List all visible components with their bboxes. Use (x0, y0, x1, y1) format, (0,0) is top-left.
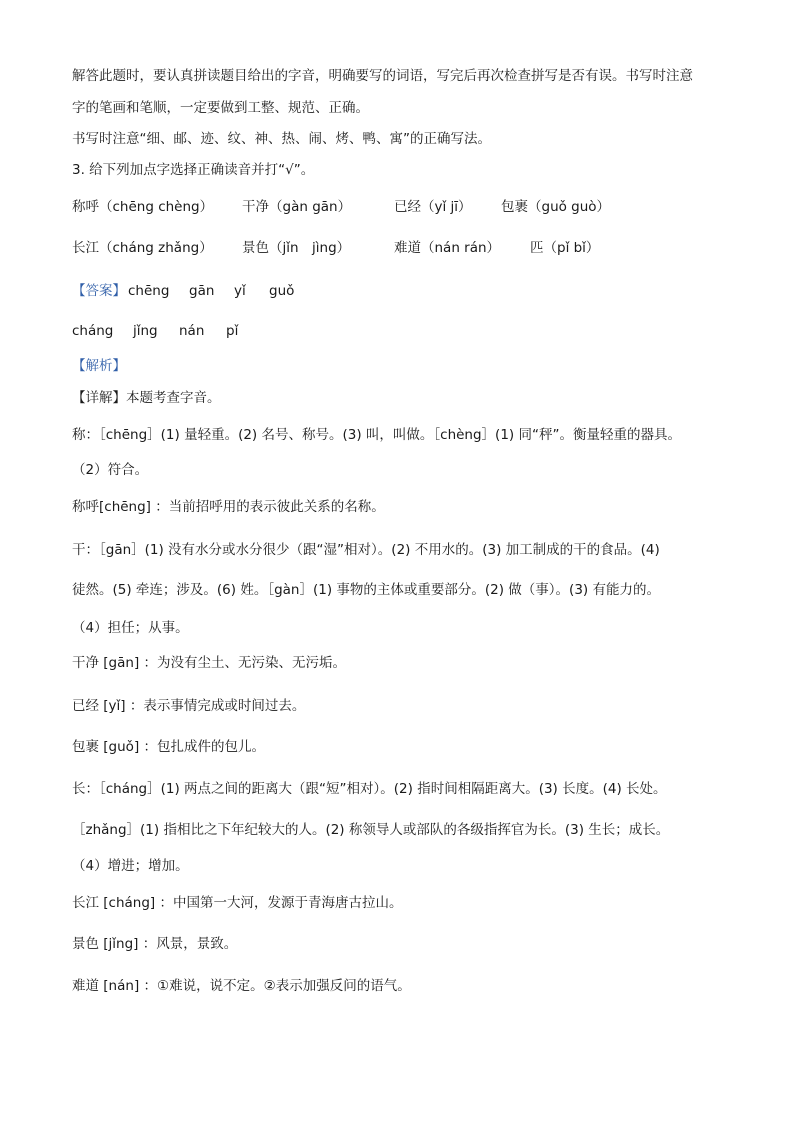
answer-2-3: nán (179, 323, 205, 339)
analysis-line-14: 景色 [jǐng] ：风景，景致。 (72, 936, 238, 952)
answer-1-4: guǒ (269, 283, 295, 299)
analysis-line-8: 已经 [yǐ] ：表示事情完成或时间过去。 (72, 698, 306, 714)
analysis-line-11: ［zhǎng］(1) 指相比之下年纪较大的人。(2) 称领导人或部队的各级指挥官为长。(3) 生长；成长。 (72, 822, 670, 838)
analysis-line-13: 长江 [cháng] ：中国第一大河，发源于青海唐古拉山。 (72, 895, 403, 911)
detail-text: 本题考查字音。 (126, 390, 221, 406)
option-2-3: 难道（nán rán） (394, 240, 501, 256)
detail-label: 【详解】 (72, 390, 126, 406)
answer-2-1: cháng (72, 323, 114, 339)
option-1-2: 干净（gàn gān） (242, 199, 352, 215)
option-1-1: 称呼（chēng chèng） (72, 199, 214, 215)
analysis-line-1: 称：［chēng］(1) 量轻重。(2) 名号、称号。(3) 叫，叫做。［chèng］(1) 同“秤”。衡量轻重的器具。 (72, 427, 681, 443)
analysis-line-9: 包裹 [guǒ] ：包扎成件的包儿。 (72, 739, 266, 755)
intro-line-2: 字的笔画和笔顺，一定要做到工整、规范、正确。 (72, 100, 369, 116)
question-title: 3. 给下列加点字选择正确读音并打“√”。 (72, 162, 315, 178)
answer-1-2: gān (189, 283, 215, 299)
answer-1-1: chēng (128, 283, 170, 299)
analysis-line-15: 难道 [nán] ：①难说，说不定。②表示加强反问的语气。 (72, 978, 411, 994)
analysis-line-2: （2）符合。 (72, 462, 149, 478)
option-1-3: 已经（yǐ jī） (394, 199, 472, 215)
answer-label: 【答案】 (72, 283, 126, 299)
analysis-line-6: （4）担任；从事。 (72, 620, 189, 636)
analysis-line-10: 长：［cháng］(1) 两点之间的距离大（跟“短”相对）。(2) 指时间相隔距离大。(3) 长度。(4) 长处。 (72, 781, 667, 797)
analysis-line-5: 徒然。(5) 牵连；涉及。(6) 姓。［gàn］(1) 事物的主体或重要部分。(2) 做（事）。(3) 有能力的。 (72, 582, 660, 598)
intro-line-1: 解答此题时，要认真拼读题目给出的字音，明确要写的词语，写完后再次检查拼写是否有误。书写时注意 (72, 68, 693, 84)
option-2-4: 匹（pǐ bǐ） (530, 240, 600, 256)
option-2-2: 景色（jǐn jìng） (242, 240, 351, 256)
analysis-line-3: 称呼[chēng] ：当前招呼用的表示彼此关系的名称。 (72, 499, 385, 515)
answer-2-4: pǐ (226, 323, 239, 339)
analysis-label: 【解析】 (72, 358, 126, 374)
analysis-line-4: 干：［gān］(1) 没有水分或水分很少（跟“湿”相对）。(2) 不用水的。(3) 加工制成的干的食品。(4) (72, 542, 660, 558)
detail-line (72, 388, 221, 408)
analysis-line-12: （4）增进；增加。 (72, 858, 189, 874)
intro-line-3: 书写时注意“细、邮、迹、纹、神、热、闹、烤、鸭、寓”的正确写法。 (72, 131, 491, 147)
answer-1-3: yǐ (234, 283, 246, 299)
option-2-1: 长江（cháng zhǎng） (72, 240, 213, 256)
option-1-4: 包裹（guǒ guò） (501, 199, 611, 215)
analysis-line-7: 干净 [gān] ：为没有尘土、无污染、无污垢。 (72, 655, 347, 671)
answer-2-2: jǐng (133, 323, 158, 339)
